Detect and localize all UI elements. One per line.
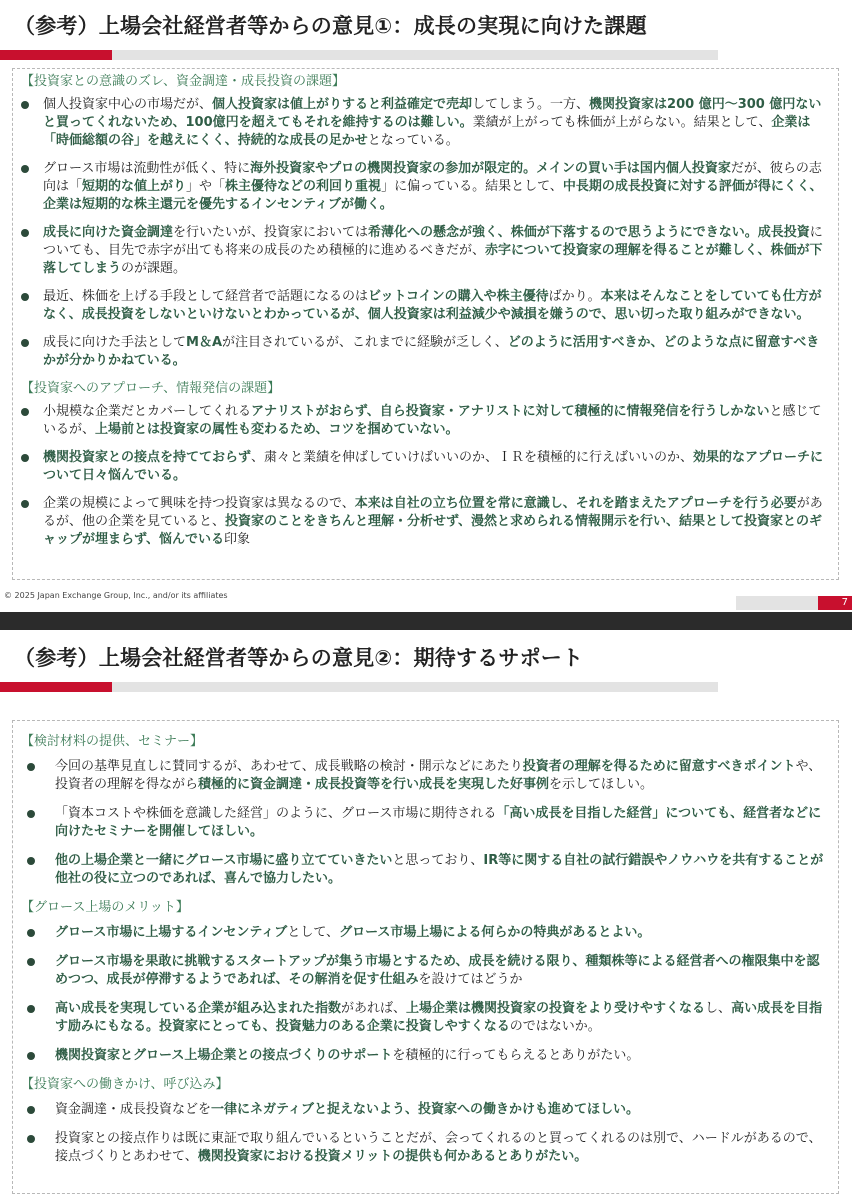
- bullet-item: [13, 953, 838, 989]
- bullet-item: [13, 495, 838, 549]
- body-text: 成長に向けた手法として: [43, 335, 187, 350]
- page-footer-bar: [736, 596, 818, 610]
- highlighted-text: 積極的に資金調達・成長投資等を行い成長を実現した好事例: [198, 777, 550, 792]
- body-text: 資金調達・成長投資などを: [55, 1102, 212, 1117]
- highlighted-text: 高い成長を目指す励みにもなる。投資家にとっても、投資魅力のある企業に投資しやすくなる: [55, 1001, 823, 1034]
- bullet-item: [13, 334, 838, 370]
- slide-title: （参考）上場会社経営者等からの意見①：成長の実現に向けた課題: [14, 14, 647, 38]
- bullet-item: [13, 1101, 838, 1119]
- slide-separator: [0, 612, 852, 630]
- bullet-dot-icon: [27, 763, 35, 771]
- bullet-item: [13, 403, 838, 439]
- body-text: や、投資者の理解を得ながら: [55, 759, 822, 792]
- highlighted-text: 機関投資家における投資メリットの提供も何かあるとありがたい。: [197, 1149, 588, 1164]
- highlighted-text: 上場企業は機関投資家の投資をより受けやすくなる: [406, 1001, 706, 1016]
- highlighted-text: 機関投資家は200 億円～300 億円ないと買ってくれないため、100億円を超えてもそれを維持するのは難しい。: [43, 97, 822, 130]
- bullet-dot-icon: [27, 958, 35, 966]
- bullet-list: [13, 403, 838, 549]
- highlighted-text: 上場前とは投資家の属性も変わるため、コツを掴めていない。: [95, 422, 459, 437]
- bullet-dot-icon: [27, 1052, 35, 1060]
- highlighted-text: 個人投資家は値上がりすると利益確定で売却: [212, 97, 473, 112]
- highlighted-text: 効果的なアプローチについて日々悩んでいる。: [43, 450, 824, 483]
- highlighted-text: 海外投資家やプロの機関投資家の参加が限定的。メインの買い手は国内個人投資家: [250, 161, 731, 176]
- bullet-item: [13, 758, 838, 794]
- highlighted-text: 他の上場企業と一緒にグロース市場に盛り立てていきたい: [55, 853, 393, 868]
- bullet-dot-icon: [27, 1135, 35, 1143]
- body-text: してしまう。一方、: [472, 97, 590, 112]
- page-number: 7: [818, 596, 852, 610]
- section-heading: 【グロース上場のメリット】: [21, 900, 189, 915]
- highlighted-text: 企業は「時価総額の谷」を越えにくく、持続的な成長の足かせ: [43, 115, 811, 148]
- content-box: [12, 720, 839, 1194]
- bullet-dot-icon: [27, 810, 35, 818]
- sections-container: [13, 73, 838, 549]
- body-text: を示してほしい。: [549, 777, 654, 792]
- bullet-dot-icon: [21, 500, 29, 508]
- body-text: 小規模な企業だとカバーしてくれる: [43, 404, 252, 419]
- body-text: となっている。: [367, 133, 459, 148]
- slide-2: [0, 630, 852, 1200]
- bullet-list: [13, 758, 838, 888]
- highlighted-text: 「高い成長を目指した経営」についても、経営者などに向けたセミナーを開催してほしい。: [55, 806, 822, 839]
- highlighted-text: グロース市場上場による何らかの特典があるとよい。: [339, 925, 651, 940]
- bullet-item: [13, 1000, 838, 1036]
- highlighted-text: どのように活用すべきか、どのような点に留意すべきかが分かりかねている。: [43, 335, 820, 368]
- body-text: 業績が上がっても株価が上がらない。結果として、: [472, 115, 772, 130]
- copyright-notice: © 2025 Japan Exchange Group, Inc., and/or its affiliates: [4, 591, 228, 600]
- bullet-list: [13, 924, 838, 1065]
- bullet-dot-icon: [21, 101, 29, 109]
- content-box: [12, 68, 839, 580]
- bullet-item: [13, 805, 838, 841]
- bullet-item: [13, 1047, 838, 1065]
- bullet-dot-icon: [21, 339, 29, 347]
- bullet-dot-icon: [27, 857, 35, 865]
- highlighted-text: 本来はそんなことをしていても仕方がなく、成長投資をしないといけないとわかっているが、個人投資家は利益減少や減損を嫌うので、思い切った取り組みができない。: [43, 289, 822, 322]
- bullet-dot-icon: [21, 293, 29, 301]
- section-heading: 【投資家への働きかけ、呼び込み】: [21, 1077, 229, 1092]
- section-heading: 【投資家との意識のズレ、資金調達・成長投資の課題】: [21, 74, 345, 89]
- body-text: 印象: [223, 532, 250, 547]
- body-text: 、粛々と業績を伸ばしていけばいいのか、ＩＲを積極的に行えばいいのか、: [251, 450, 694, 465]
- slide-title: （参考）上場会社経営者等からの意見②：期待するサポート: [14, 646, 584, 670]
- body-text: 」に偏っている。結果として、: [381, 179, 563, 194]
- highlighted-text: ビットコインの購入や株主優待: [368, 289, 549, 304]
- highlighted-text: 赤字について投資家の理解を得ることが難しく、株価が下落してしまう: [43, 243, 823, 276]
- highlighted-text: M＆A: [186, 335, 223, 350]
- body-text: だが、彼らの志向は「: [43, 161, 822, 194]
- body-text: を行いたいが、投資家においては: [173, 225, 369, 240]
- highlighted-text: グロース市場を果敢に挑戦するスタートアップが集う市場とするため、成長を続ける限り、種類株等による経営者への権限集中を認めつつ、成長が停滞するようであれば、その解消を促す仕組み: [55, 954, 820, 987]
- sections-container: [13, 733, 838, 1166]
- body-text: グロース市場は流動性が低く、特に: [43, 161, 251, 176]
- bullet-item: [13, 1130, 838, 1166]
- bullet-item: [13, 160, 838, 214]
- bullet-item: [13, 288, 838, 324]
- title-underline-accent: [0, 682, 124, 692]
- highlighted-text: 株主優待などの利回り重視: [225, 179, 382, 194]
- title-underline-accent: [0, 50, 124, 60]
- body-text: し、: [705, 1001, 732, 1016]
- highlighted-text: 中長期の成長投資に対する評価が得にくく、企業は短期的な株主還元を優先するインセンティブが働く。: [43, 179, 823, 212]
- bullet-dot-icon: [27, 1005, 35, 1013]
- highlighted-text: 機関投資家とグロース上場企業との接点づくりのサポート: [55, 1048, 393, 1063]
- highlighted-text: 投資家のことをきちんと理解・分析せず、漫然と求められる情報開示を行い、結果として投資家とのギャップが埋まらず、悩んでいる: [43, 514, 822, 547]
- body-text: を積極的に行ってもらえるとありがたい。: [392, 1048, 640, 1063]
- body-text: のではないか。: [509, 1019, 601, 1034]
- section-heading: 【検討材料の提供、セミナー】: [21, 734, 204, 749]
- highlighted-text: アナリストがおらず、自ら投資家・アナリストに対して積極的に情報発信を行うしかない: [251, 404, 770, 419]
- highlighted-text: 機関投資家との接点を持てておらず: [43, 450, 252, 465]
- bullet-dot-icon: [27, 929, 35, 937]
- body-text: 今回の基準見直しに賛同するが、あわせて、成長戦略の検討・開示などにあたり: [55, 759, 523, 774]
- title-underline-grey: [112, 50, 718, 60]
- bullet-dot-icon: [21, 229, 29, 237]
- highlighted-text: IR等に関する自社の試行錯誤やノウハウを共有することが他社の役に立つのであれば、喜んで協力したい。: [55, 853, 824, 886]
- body-text: のが課題。: [121, 261, 187, 276]
- highlighted-text: 投資者の理解を得るために留意すべきポイント: [522, 759, 796, 774]
- body-text: 最近、株価を上げる手段として経営者で話題になるのは: [43, 289, 369, 304]
- bullet-item: [13, 449, 838, 485]
- body-text: が注目されているが、これまでに経験が乏しく、: [222, 335, 508, 350]
- body-text: があるが、他の企業を見ていると、: [43, 496, 823, 529]
- body-text: と思っており、: [392, 853, 484, 868]
- title-underline-grey: [112, 682, 718, 692]
- body-text: 「資本コストや株価を意識した経営」のように、グロース市場に期待される: [55, 806, 497, 821]
- body-text: 企業の規模によって興味を持つ投資家は異なるので、: [43, 496, 355, 511]
- body-text: と感じているが、: [43, 404, 822, 437]
- highlighted-text: 短期的な値上がり: [82, 179, 187, 194]
- highlighted-text: 本来は自社の立ち位置を常に意識し、それを踏まえたアプローチを行う必要: [354, 496, 797, 511]
- bullet-dot-icon: [27, 1106, 35, 1114]
- bullet-dot-icon: [21, 165, 29, 173]
- section-heading: 【投資家へのアプローチ、情報発信の課題】: [21, 381, 281, 396]
- highlighted-text: 一律にネガティブと捉えないよう、投資家への働きかけも進めてほしい。: [211, 1102, 639, 1117]
- body-text: として、: [287, 925, 340, 940]
- highlighted-text: グロース市場に上場するインセンティブ: [55, 925, 288, 940]
- body-text: についても、目先で赤字が出ても将来の成長のため積極的に進めるべきだが、: [43, 225, 823, 258]
- bullet-list: [13, 1101, 838, 1166]
- body-text: 投資家との接点作りは既に東証で取り組んでいるということだが、会ってくれるのと買ってくれるのは別で、ハードルがあるので、接点づくりとあわせて、: [55, 1131, 822, 1164]
- body-text: 個人投資家中心の市場だが、: [43, 97, 213, 112]
- body-text: ばかり。: [548, 289, 601, 304]
- bullet-dot-icon: [21, 454, 29, 462]
- bullet-item: [13, 96, 838, 150]
- highlighted-text: 成長に向けた資金調達: [43, 225, 174, 240]
- body-text: を設けてはどうか: [418, 972, 523, 987]
- bullet-list: [13, 96, 838, 370]
- bullet-dot-icon: [21, 408, 29, 416]
- highlighted-text: 高い成長を実現している企業が組み込まれた指数: [55, 1001, 342, 1016]
- highlighted-text: 希薄化への懸念が強く、株価が下落するので思うようにできない。成長投資: [368, 225, 810, 240]
- body-text: があれば、: [341, 1001, 407, 1016]
- bullet-item: [13, 852, 838, 888]
- body-text: 」や「: [186, 179, 226, 194]
- bullet-item: [13, 924, 838, 942]
- bullet-item: [13, 224, 838, 278]
